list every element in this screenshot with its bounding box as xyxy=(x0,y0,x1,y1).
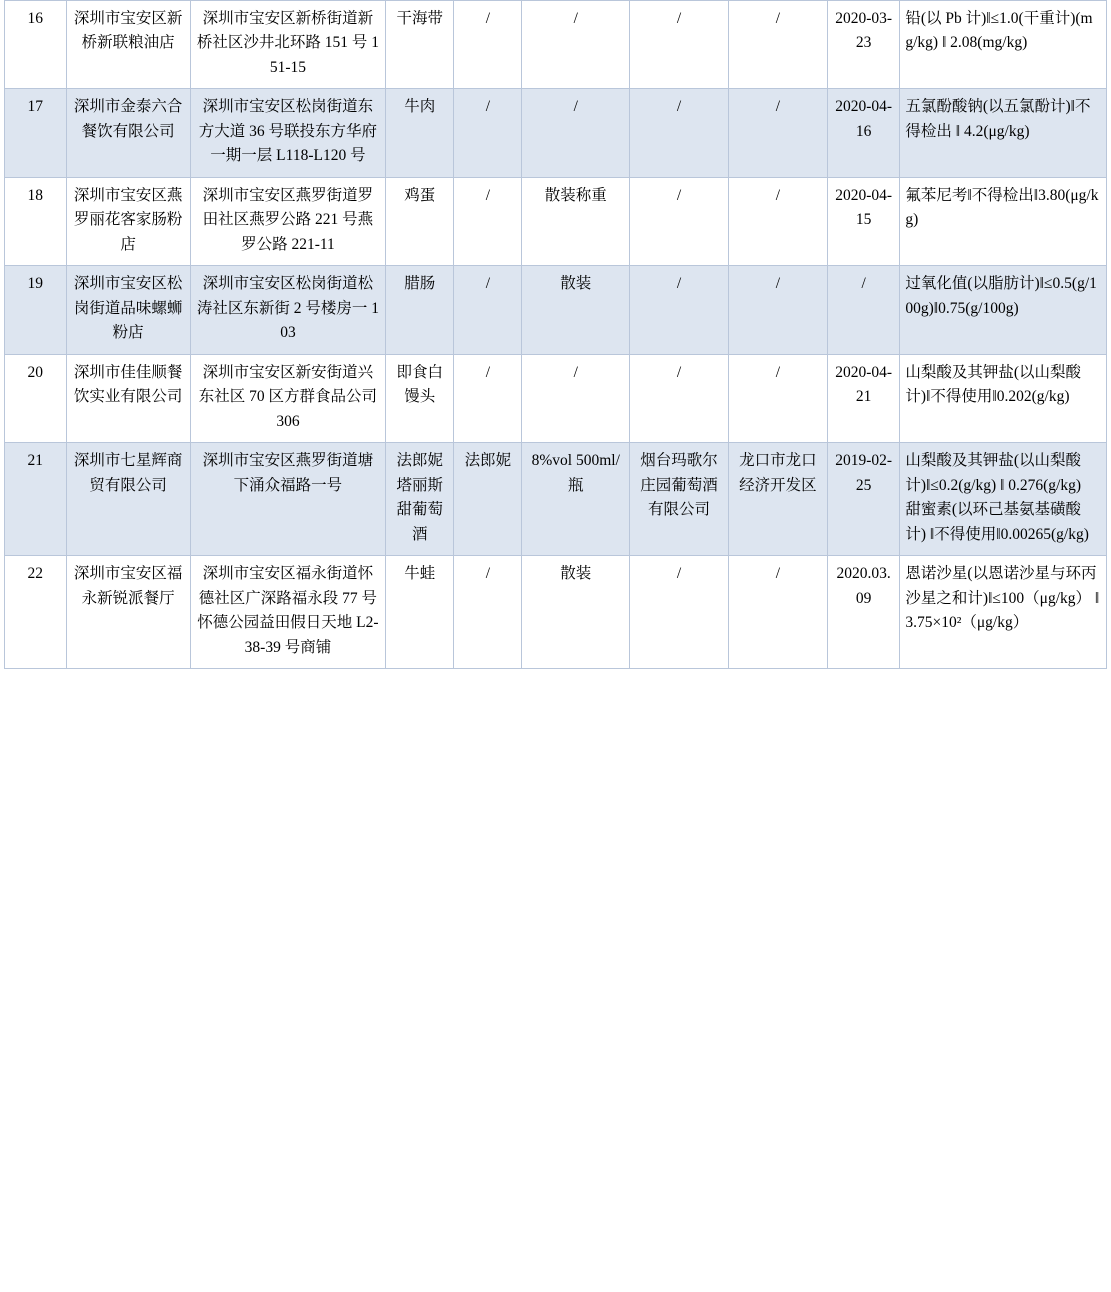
cell-producer-name: / xyxy=(630,354,729,442)
cell-spec: 散装称重 xyxy=(522,177,630,265)
cell-results xyxy=(900,443,1107,556)
cell-unit-address: 深圳市宝安区松岗街道松涛社区东新街 2 号楼房一 103 xyxy=(190,266,386,354)
cell-index: 18 xyxy=(5,177,67,265)
table-row xyxy=(5,89,1107,177)
cell-spec: / xyxy=(522,354,630,442)
cell-results: 氟苯尼考‖不得检出‖3.80(μg/kg) xyxy=(900,177,1107,265)
cell-unit-address: 深圳市宝安区燕罗街道罗田社区燕罗公路 221 号燕罗公路 221-11 xyxy=(190,177,386,265)
cell-producer-name: 烟台玛歌尔庄园葡萄酒有限公司 xyxy=(630,443,729,556)
table-row xyxy=(5,556,1107,669)
cell-unit-name: 深圳市宝安区松岗街道品味螺蛳粉店 xyxy=(66,266,190,354)
table-row xyxy=(5,1,1107,89)
cell-trademark: / xyxy=(454,556,522,669)
cell-producer-address: 龙口市龙口经济开发区 xyxy=(728,443,827,556)
cell-unit-address: 深圳市宝安区新桥街道新桥社区沙井北环路 151 号 151-15 xyxy=(190,1,386,89)
cell-production-date: 2020-04-16 xyxy=(827,89,900,177)
table-body xyxy=(5,1,1107,669)
cell-producer-name: / xyxy=(630,177,729,265)
cell-food-name: 牛肉 xyxy=(386,89,454,177)
cell-trademark: 法郎妮 xyxy=(454,443,522,556)
cell-index: 17 xyxy=(5,89,67,177)
table-row xyxy=(5,354,1107,442)
cell-producer-name: / xyxy=(630,266,729,354)
cell-producer-address: / xyxy=(728,177,827,265)
cell-production-date: 2020-04-21 xyxy=(827,354,900,442)
cell-food-name: 即食白馒头 xyxy=(386,354,454,442)
cell-unit-name: 深圳市宝安区福永新锐派餐厅 xyxy=(66,556,190,669)
cell-unit-name: 深圳市宝安区燕罗丽花客家肠粉店 xyxy=(66,177,190,265)
cell-results: 过氧化值(以脂肪计)‖≤0.5(g/100g)‖0.75(g/100g) xyxy=(900,266,1107,354)
inspection-results-table xyxy=(4,0,1107,669)
cell-results: 铅(以 Pb 计)‖≤1.0(干重计)(mg/kg) ‖ 2.08(mg/kg) xyxy=(900,1,1107,89)
cell-trademark: / xyxy=(454,1,522,89)
cell-unit-address: 深圳市宝安区燕罗街道塘下涌众福路一号 xyxy=(190,443,386,556)
cell-producer-name: / xyxy=(630,89,729,177)
cell-producer-address: / xyxy=(728,1,827,89)
cell-producer-address: / xyxy=(728,89,827,177)
cell-index: 19 xyxy=(5,266,67,354)
cell-producer-name: / xyxy=(630,556,729,669)
cell-food-name: 牛蛙 xyxy=(386,556,454,669)
cell-production-date: 2020.03.09 xyxy=(827,556,900,669)
cell-food-name: 法郎妮塔丽斯甜葡萄酒 xyxy=(386,443,454,556)
table-row xyxy=(5,443,1107,556)
cell-food-name: 干海带 xyxy=(386,1,454,89)
cell-production-date: 2020-03-23 xyxy=(827,1,900,89)
cell-producer-address: / xyxy=(728,556,827,669)
cell-spec: 散装 xyxy=(522,266,630,354)
cell-unit-name: 深圳市宝安区新桥新联粮油店 xyxy=(66,1,190,89)
cell-index: 22 xyxy=(5,556,67,669)
cell-producer-address: / xyxy=(728,354,827,442)
cell-index: 16 xyxy=(5,1,67,89)
cell-unit-name: 深圳市金泰六合餐饮有限公司 xyxy=(66,89,190,177)
cell-results: 五氯酚酸钠(以五氯酚计)‖不得检出 ‖ 4.2(μg/kg) xyxy=(900,89,1107,177)
result-item: 山梨酸及其钾盐(以山梨酸计)‖≤0.2(g/kg) ‖ 0.276(g/kg) xyxy=(905,452,1082,494)
cell-production-date: 2019-02-25 xyxy=(827,443,900,556)
cell-spec: / xyxy=(522,1,630,89)
cell-trademark: / xyxy=(454,266,522,354)
cell-index: 20 xyxy=(5,354,67,442)
cell-production-date: 2020-04-15 xyxy=(827,177,900,265)
cell-producer-address: / xyxy=(728,266,827,354)
cell-results: 山梨酸及其钾盐(以山梨酸计)‖不得使用‖0.202(g/kg) xyxy=(900,354,1107,442)
cell-results: 恩诺沙星(以恩诺沙星与环丙沙星之和计)‖≤100（μg/kg） ‖ 3.75×10²（μg/kg） xyxy=(900,556,1107,669)
cell-producer-name: / xyxy=(630,1,729,89)
table-row xyxy=(5,177,1107,265)
cell-spec: 8%vol 500ml/瓶 xyxy=(522,443,630,556)
table-row xyxy=(5,266,1107,354)
cell-unit-address: 深圳市宝安区松岗街道东方大道 36 号联投东方华府一期一层 L118-L120 号 xyxy=(190,89,386,177)
cell-unit-name: 深圳市七星辉商贸有限公司 xyxy=(66,443,190,556)
cell-trademark: / xyxy=(454,177,522,265)
cell-production-date: / xyxy=(827,266,900,354)
cell-food-name: 腊肠 xyxy=(386,266,454,354)
result-item: 甜蜜素(以环己基氨基磺酸计) ‖不得使用‖0.00265(g/kg) xyxy=(905,501,1089,543)
cell-trademark: / xyxy=(454,89,522,177)
cell-trademark: / xyxy=(454,354,522,442)
cell-unit-address: 深圳市宝安区新安街道兴东社区 70 区方群食品公司 306 xyxy=(190,354,386,442)
cell-food-name: 鸡蛋 xyxy=(386,177,454,265)
cell-spec: 散装 xyxy=(522,556,630,669)
cell-unit-address: 深圳市宝安区福永街道怀德社区广深路福永段 77 号怀德公园益田假日天地 L2-38-39 号商铺 xyxy=(190,556,386,669)
cell-index: 21 xyxy=(5,443,67,556)
cell-spec: / xyxy=(522,89,630,177)
cell-unit-name: 深圳市佳佳顺餐饮实业有限公司 xyxy=(66,354,190,442)
